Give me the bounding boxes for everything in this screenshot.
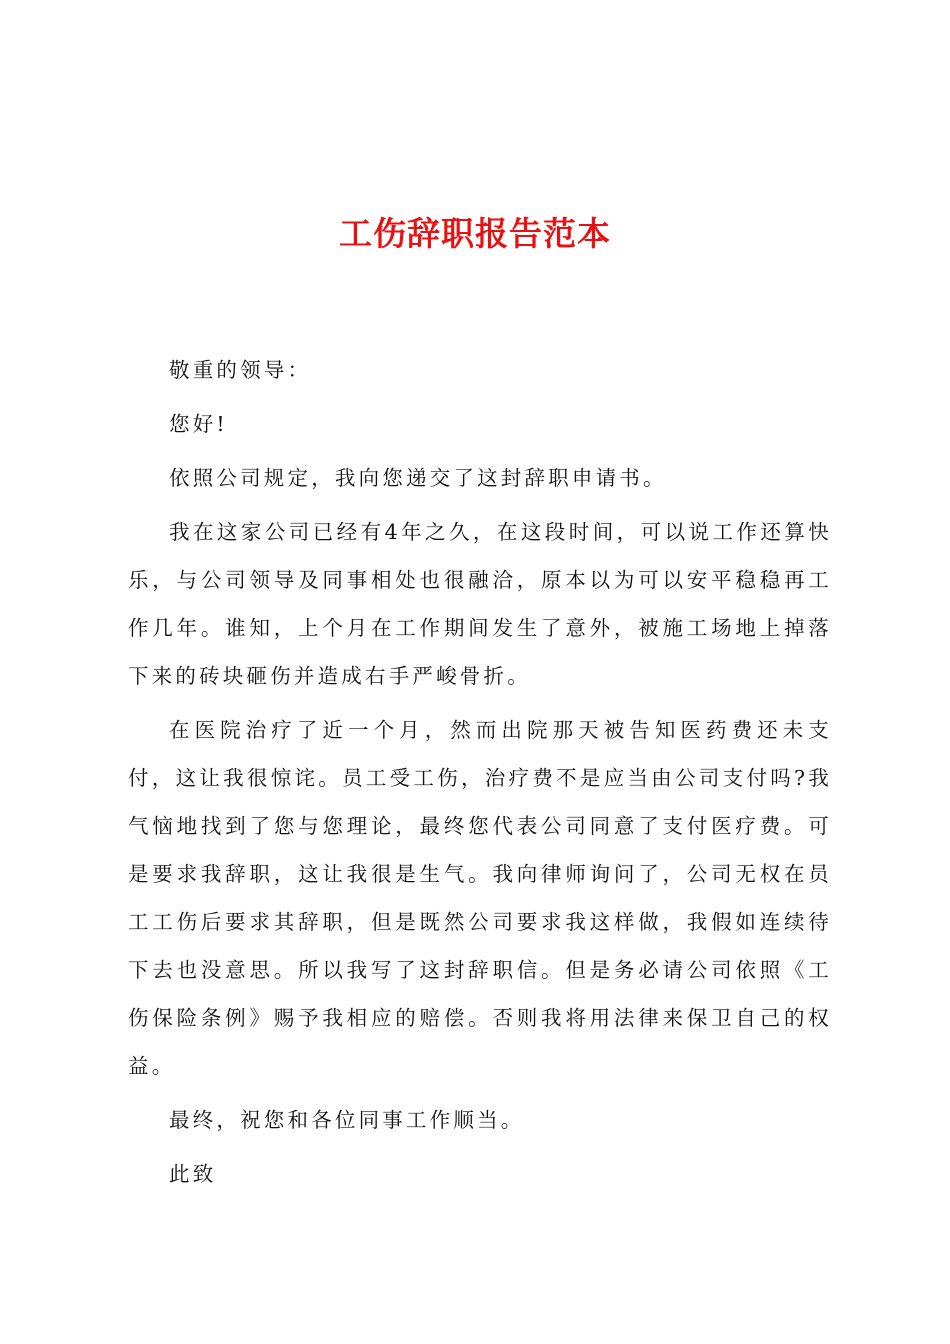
salutation: 敬重的领导： [169,358,312,382]
paragraph-sign-off: 此致 [169,1162,217,1186]
paragraph-background: 我在这家公司已经有4年之久，在这段时间，可以说工作还算快乐，与公司领导及同事相处也很融洽，原本以为可以安平稳稳再工作几年。谁知，上个月在工作期间发生了意外，被施工场地上掉落下来的砖块砸伤并造成右手严峻骨折。 [128,520,832,688]
greeting: 您好! [169,412,228,436]
paragraph-intro: 依照公司规定，我向您递交了这封辞职申请书。 [169,466,667,490]
paragraph-injury-details: 在医院治疗了近一个月，然而出院那天被告知医药费还未支付，这让我很惊诧。员工受工伤，治疗费不是应当由公司支付吗?我气恼地找到了您与您理论，最终您代表公司同意了支付医疗费。可是要求我辞职，这让我很是生气。我向律师询问了，公司无权在员工工伤后要求其辞职，但是既然公司要求我这样做，我假如连续待下去也没意思。所以我写了这封辞职信。但是务必请公司依照《工伤保险条例》赐予我相应的赔偿。否则我将用法律来保卫自己的权益。 [128,718,832,1078]
document-body [128,346,832,1204]
document-title: 工伤辞职报告范本 [339,214,611,253]
paragraph-closing-wish: 最终，祝您和各位同事工作顺当。 [169,1108,525,1132]
